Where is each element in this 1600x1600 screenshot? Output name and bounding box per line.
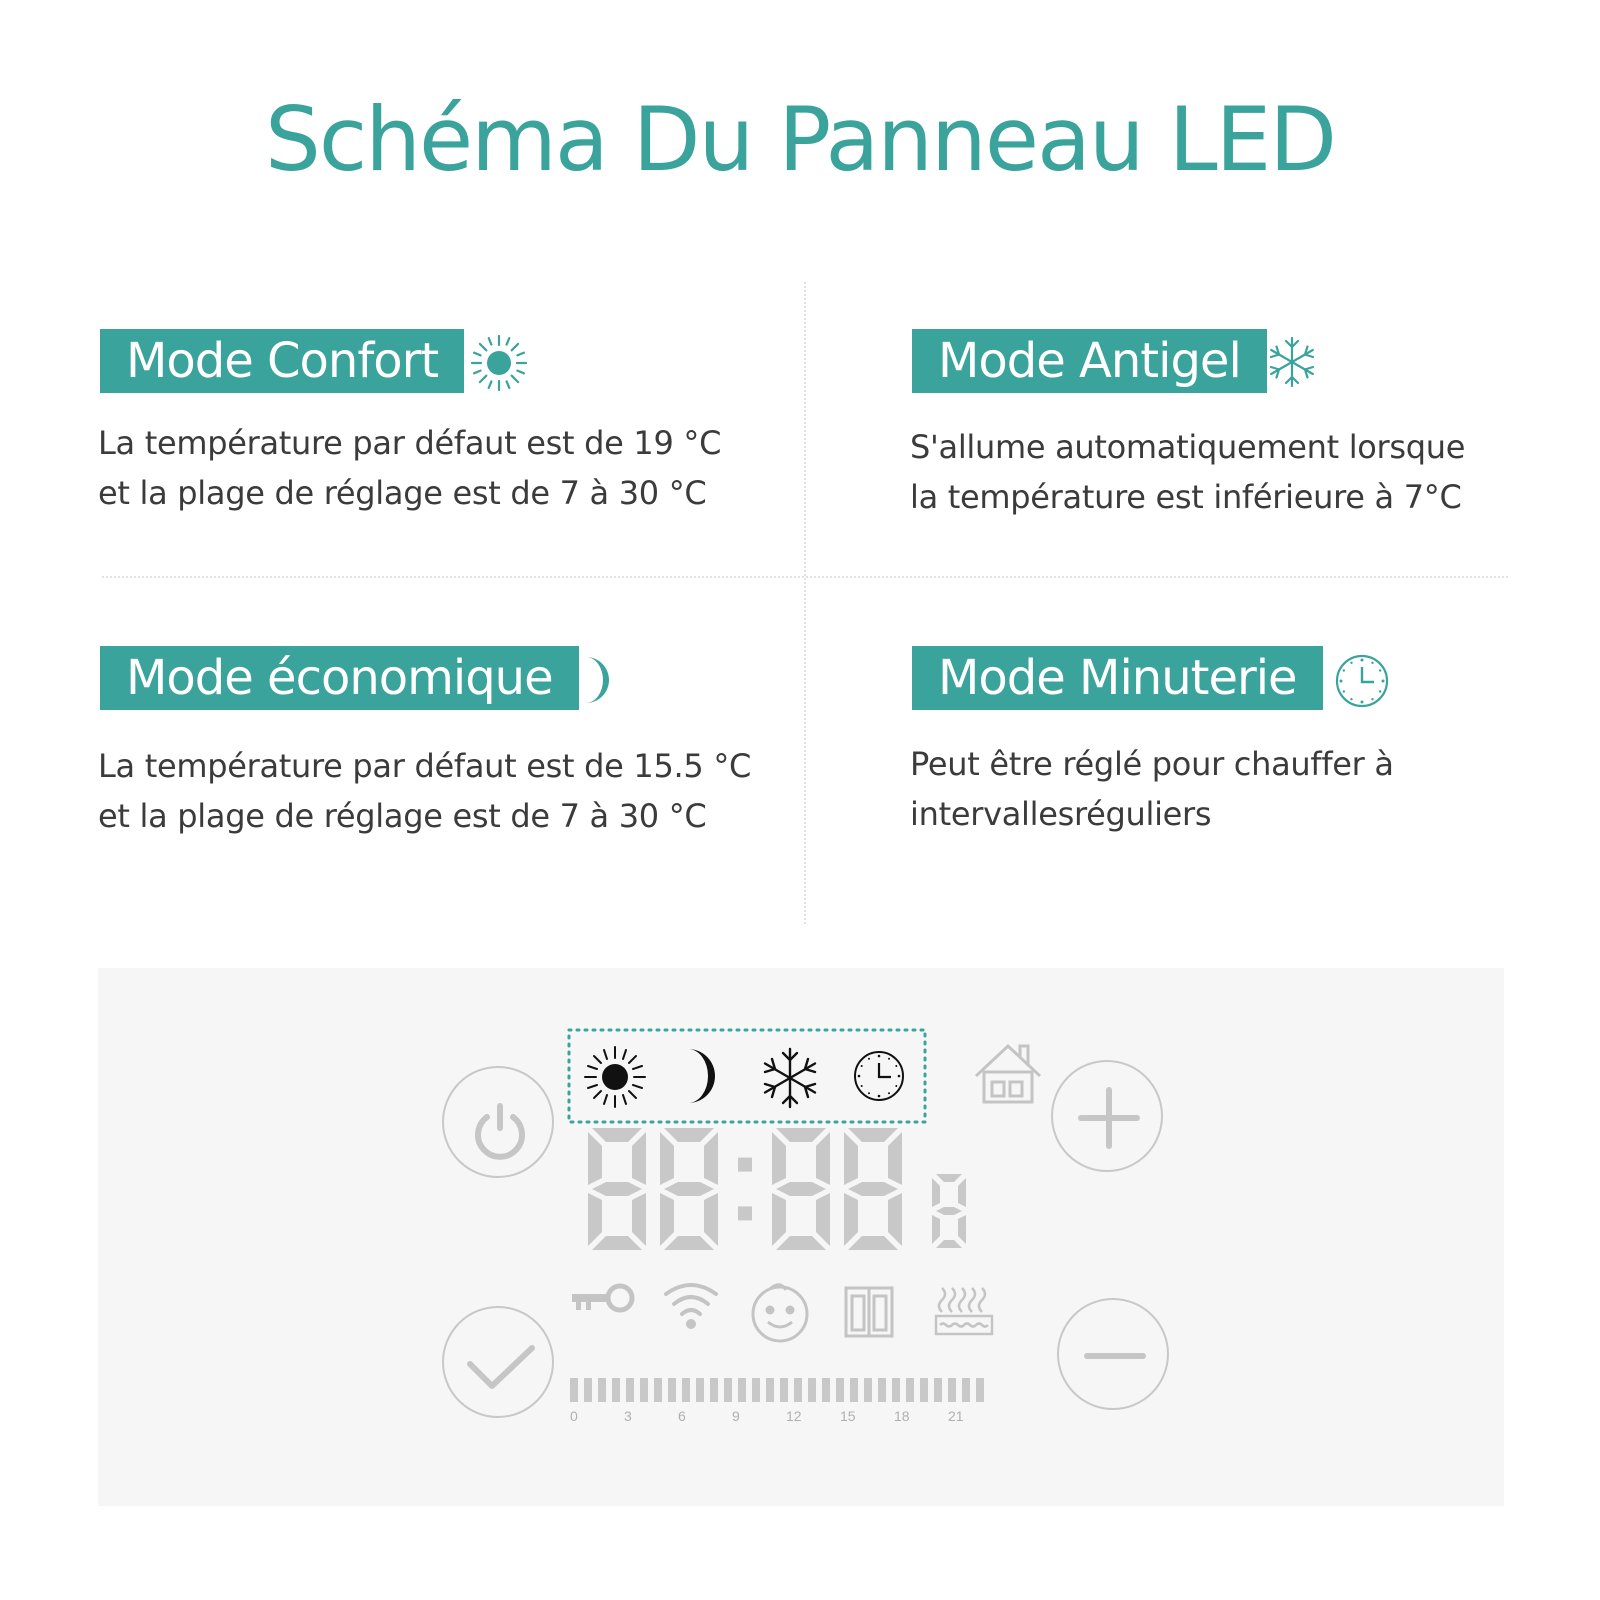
scale-segment [724, 1378, 732, 1402]
mode-confort-label: Mode Confort [100, 329, 464, 393]
digit-segment [588, 1193, 602, 1246]
digit-segment [664, 1128, 714, 1142]
scale-label: 21 [948, 1408, 964, 1424]
scale-segment [864, 1378, 872, 1402]
digit-segment [588, 1132, 602, 1185]
scale-segment [598, 1378, 606, 1402]
digit-segment [776, 1182, 826, 1196]
scale-segment [878, 1378, 886, 1402]
mode-economique-label: Mode économique [100, 646, 579, 710]
scale-segment [584, 1378, 592, 1402]
scale-label: 3 [624, 1408, 632, 1424]
clock-icon [855, 1052, 903, 1100]
scale-segment [794, 1378, 802, 1402]
desc-line: la température est inférieure à 7°C [910, 478, 1462, 516]
scale-segment [612, 1378, 620, 1402]
scale-segment [892, 1378, 900, 1402]
scale-segment [710, 1378, 718, 1402]
digit-segment [888, 1132, 902, 1185]
digit-segment [958, 1178, 966, 1207]
scale-segment [808, 1378, 816, 1402]
scale-segment [976, 1378, 984, 1402]
mode-economique-desc [98, 741, 751, 841]
digit-segment [776, 1128, 826, 1142]
scale-segment [752, 1378, 760, 1402]
snowflake-icon [1266, 336, 1318, 388]
scale-label: 0 [570, 1408, 578, 1424]
mode-confort-desc [98, 418, 721, 518]
digit-segment [958, 1215, 966, 1244]
scale-segment [780, 1378, 788, 1402]
desc-line: La température par défaut est de 19 °C [98, 424, 722, 462]
mode-antigel-desc [910, 422, 1465, 522]
digit-segment [848, 1128, 898, 1142]
panel-display [98, 968, 1504, 1506]
digit-segment [660, 1132, 674, 1185]
digit-segment [664, 1236, 714, 1250]
digit-segment [844, 1193, 858, 1246]
scale-segment [836, 1378, 844, 1402]
clock-icon [1334, 653, 1390, 709]
scale-segment [682, 1378, 690, 1402]
house-icon [976, 1046, 1040, 1102]
vertical-divider [804, 282, 806, 924]
page-title: Schéma Du Panneau LED [264, 88, 1336, 191]
snowflake-icon [765, 1049, 815, 1107]
colon-dot [738, 1158, 752, 1172]
digit-segment [660, 1193, 674, 1246]
digit-segment [704, 1132, 718, 1185]
digit-segment [704, 1193, 718, 1246]
desc-line: et la plage de réglage est de 7 à 30 °C [98, 474, 707, 512]
scale-segment [948, 1378, 956, 1402]
desc-line: La température par défaut est de 15.5 °C [98, 747, 752, 785]
desc-line: S'allume automatiquement lorsque [910, 428, 1466, 466]
scale-segment [626, 1378, 634, 1402]
digit-segment [772, 1193, 786, 1246]
scale-segment [570, 1378, 578, 1402]
child-face-icon [753, 1285, 807, 1341]
colon-dot [738, 1206, 752, 1220]
horizontal-divider [102, 576, 1508, 578]
moon-icon [578, 654, 618, 706]
scale-segment [668, 1378, 676, 1402]
digit-segment [848, 1236, 898, 1250]
scale-segment [766, 1378, 774, 1402]
moon-icon [688, 1049, 715, 1103]
desc-line: Peut être réglé pour chauffer à [910, 745, 1394, 783]
digit-segment [932, 1215, 940, 1244]
digit-segment [932, 1178, 940, 1207]
temperature-scale-bar [570, 1378, 984, 1402]
heater-icon [936, 1288, 992, 1334]
digit-segment [888, 1193, 902, 1246]
wifi-icon [666, 1285, 716, 1327]
digit-segment [592, 1128, 642, 1142]
mode-minuterie-label: Mode Minuterie [912, 646, 1323, 710]
scale-segment [654, 1378, 662, 1402]
scale-segment [696, 1378, 704, 1402]
digit-segment [816, 1132, 830, 1185]
scale-segment [934, 1378, 942, 1402]
led-panel [98, 968, 1504, 1506]
scale-label: 9 [732, 1408, 740, 1424]
scale-segment [640, 1378, 648, 1402]
digit-segment [592, 1182, 642, 1196]
digit-segment [936, 1207, 962, 1215]
key-icon [572, 1286, 632, 1310]
desc-line: intervallesréguliers [910, 795, 1212, 833]
scale-label: 15 [840, 1408, 856, 1424]
sun-icon [585, 1047, 645, 1107]
desc-line: et la plage de réglage est de 7 à 30 °C [98, 797, 707, 835]
scale-segment [822, 1378, 830, 1402]
digit-segment [816, 1193, 830, 1246]
digit-segment [592, 1236, 642, 1250]
digit-segment [632, 1132, 646, 1185]
digit-segment [936, 1174, 962, 1182]
digit-segment [936, 1240, 962, 1248]
digit-segment [632, 1193, 646, 1246]
window-icon [846, 1288, 892, 1336]
mode-minuterie-desc [910, 739, 1394, 839]
digit-segment [844, 1132, 858, 1185]
scale-label: 6 [678, 1408, 686, 1424]
scale-segment [920, 1378, 928, 1402]
digit-segment [664, 1182, 714, 1196]
digit-segment [776, 1236, 826, 1250]
scale-segment [738, 1378, 746, 1402]
scale-segment [906, 1378, 914, 1402]
scale-label: 18 [894, 1408, 910, 1424]
scale-segment [850, 1378, 858, 1402]
digit-segment [772, 1132, 786, 1185]
mode-antigel-label: Mode Antigel [912, 329, 1267, 393]
digit-segment [848, 1182, 898, 1196]
sun-icon [470, 334, 528, 392]
scale-label: 12 [786, 1408, 802, 1424]
scale-segment [962, 1378, 970, 1402]
seven-segment-display [588, 1128, 966, 1250]
